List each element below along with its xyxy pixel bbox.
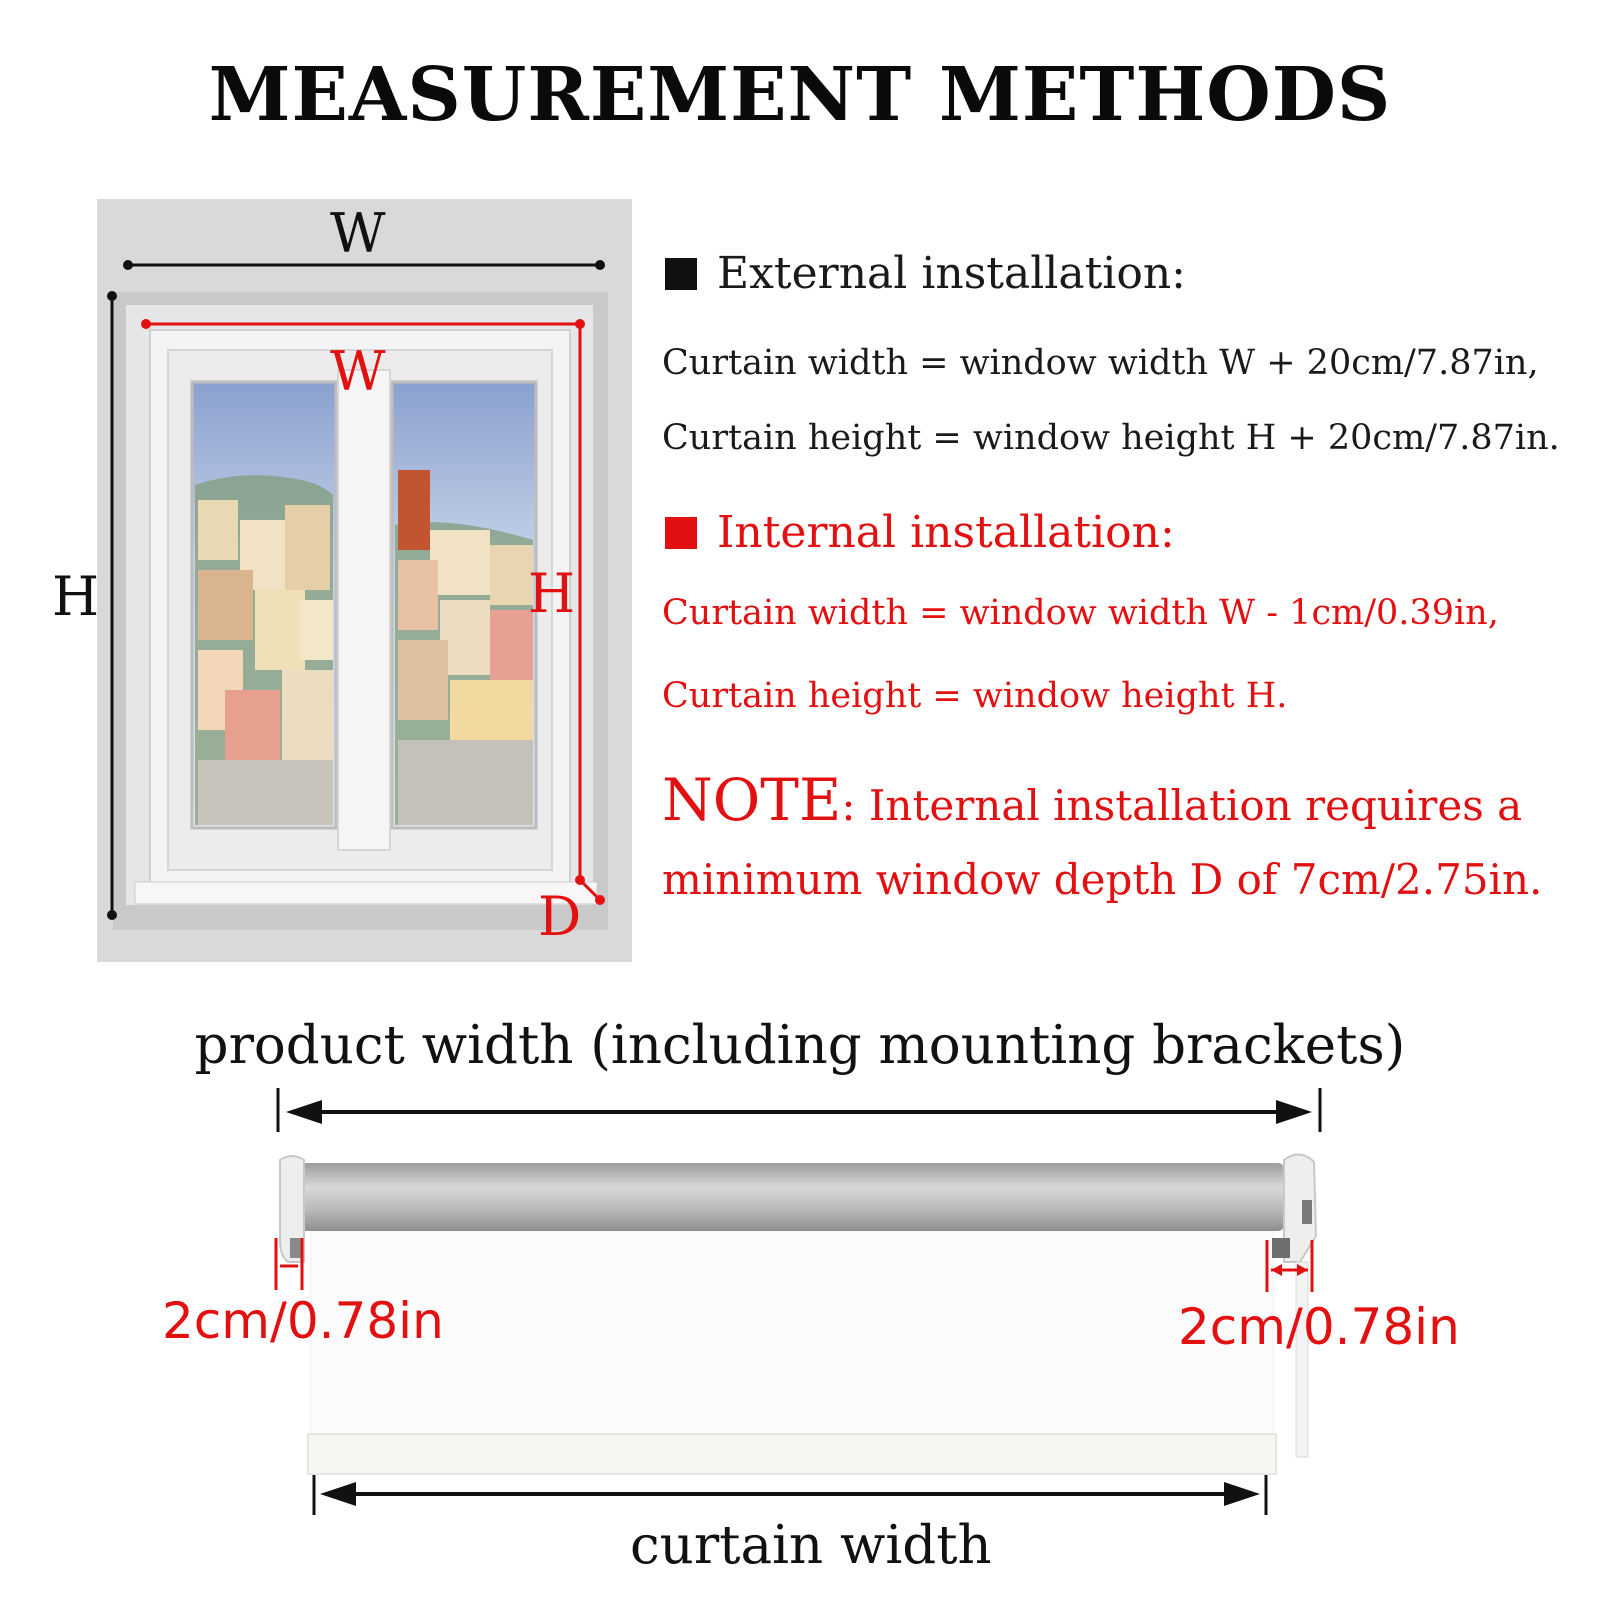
right-bracket-label: 2cm/0.78in bbox=[1178, 1298, 1460, 1356]
external-heading: External installation: bbox=[665, 248, 1186, 299]
outer-width-label: W bbox=[330, 202, 386, 265]
window-sill bbox=[135, 882, 597, 904]
inner-height-label: H bbox=[528, 562, 576, 625]
note-line-2: minimum window depth D of 7cm/2.75in. bbox=[662, 855, 1543, 904]
note-line-1: NOTE: Internal installation requires a bbox=[662, 766, 1523, 834]
curtain-width-label: curtain width bbox=[630, 1515, 992, 1576]
left-pane bbox=[192, 382, 336, 828]
inner-width-label: W bbox=[330, 340, 386, 403]
external-height-formula: Curtain height = window height H + 20cm/7.87in. bbox=[662, 418, 1560, 458]
internal-heading: Internal installation: bbox=[665, 507, 1175, 558]
internal-width-formula: Curtain width = window width W - 1cm/0.39in, bbox=[662, 593, 1499, 633]
note-prefix: NOTE bbox=[662, 766, 842, 834]
external-width-formula: Curtain width = window width W + 20cm/7.87in, bbox=[662, 343, 1539, 383]
page-title: MEASUREMENT METHODS bbox=[208, 52, 1392, 138]
internal-marker-square bbox=[665, 517, 697, 549]
left-bracket bbox=[280, 1156, 304, 1262]
product-width-label: product width (including mounting brackets) bbox=[194, 1015, 1406, 1076]
outer-height-label: H bbox=[52, 565, 100, 628]
external-marker-square bbox=[665, 258, 697, 290]
window-mullion bbox=[338, 370, 390, 850]
blind-bottom-bar bbox=[308, 1434, 1276, 1474]
pull-chain bbox=[1296, 1262, 1308, 1457]
left-bracket-label: 2cm/0.78in bbox=[162, 1292, 444, 1350]
roller-tube bbox=[300, 1163, 1284, 1231]
depth-label: D bbox=[538, 885, 582, 948]
blind-fabric bbox=[311, 1228, 1273, 1438]
right-pane bbox=[392, 382, 536, 828]
internal-height-formula: Curtain height = window height H. bbox=[662, 676, 1288, 716]
